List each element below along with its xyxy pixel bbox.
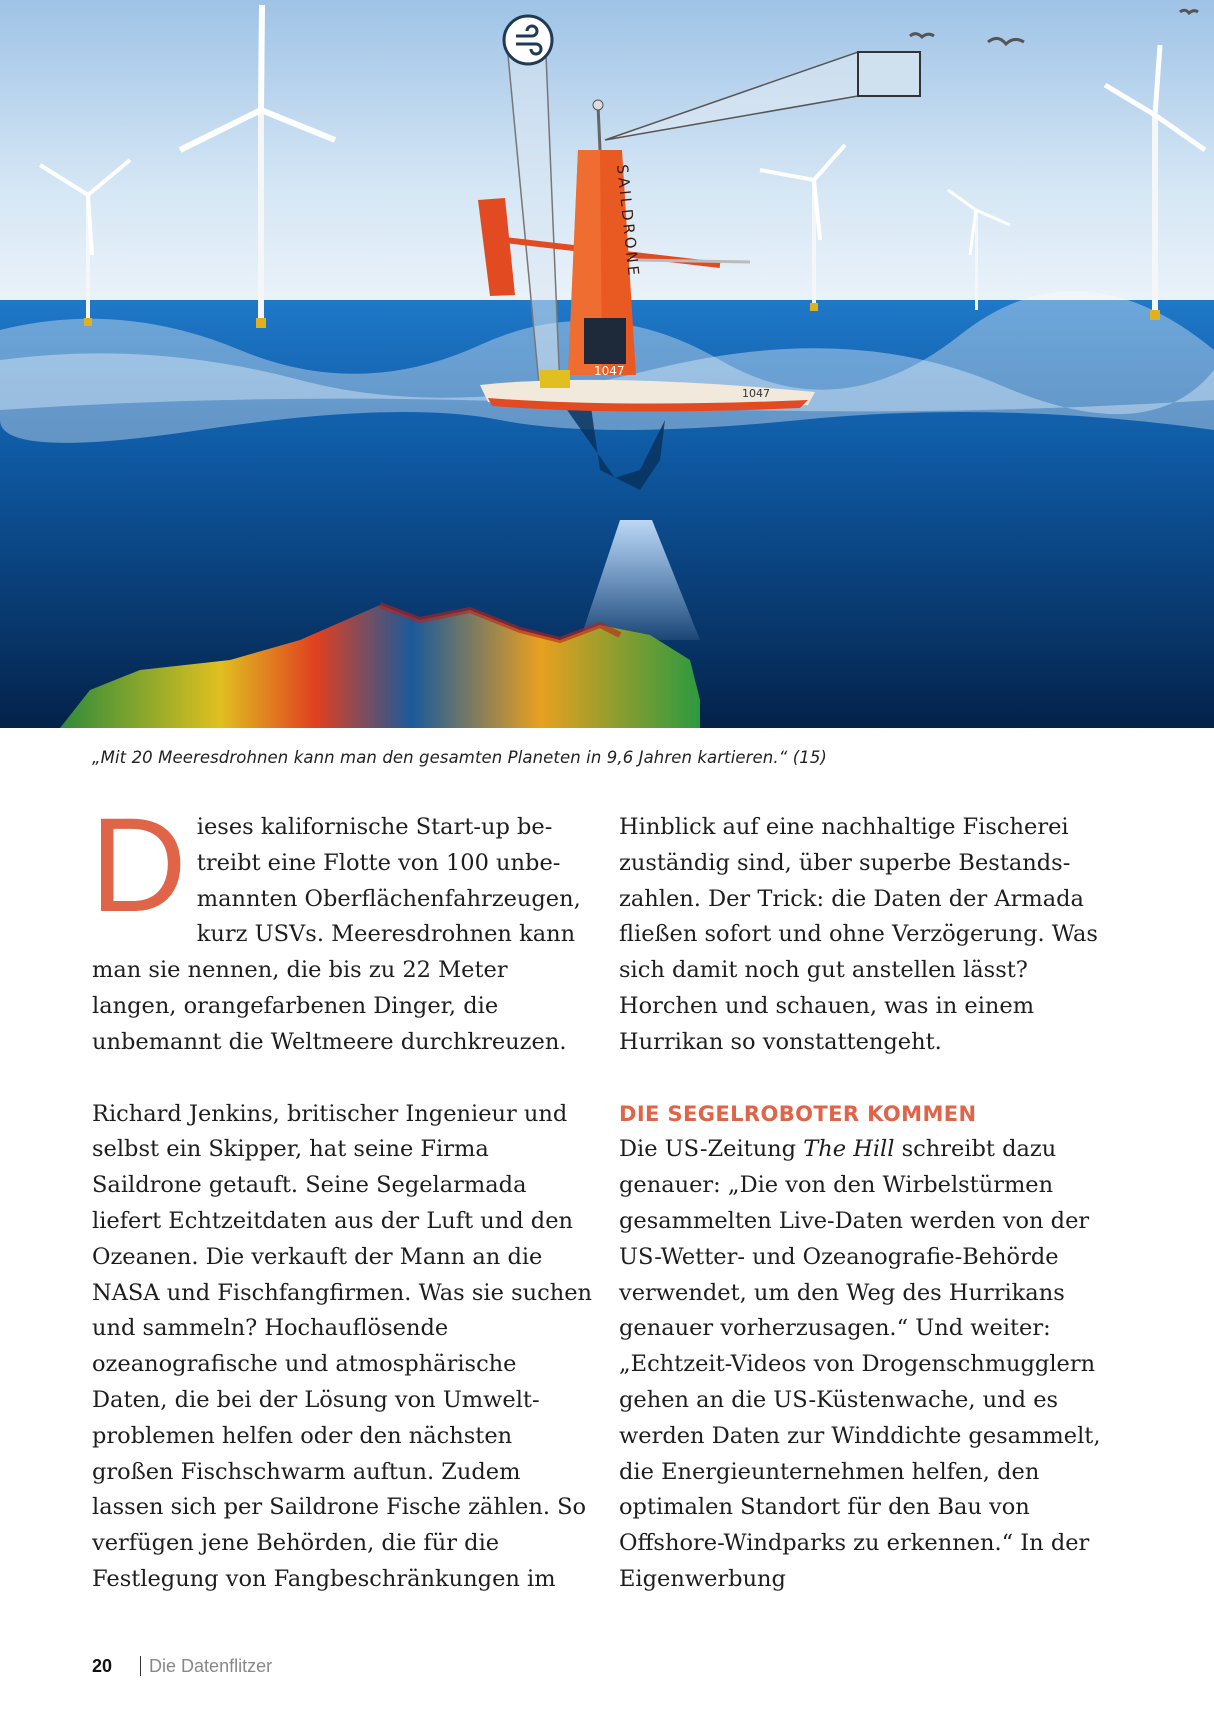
section-title: Die Datenflitzer — [149, 1656, 273, 1676]
saildrone-illustration — [0, 0, 1214, 728]
svg-text:1047: 1047 — [742, 387, 770, 400]
intro-text: ieses kalifornische Start-up betreibt eine Flotte von 100 unbemannten Oberflächenfahrzeugen, kurz USVs. Meeresdrohnen kann man sie nennen, die bis zu 22 Meter langen, orangefarbenen Dinger, die unbemannt die Weltmeere durchkreuzen. — [92, 814, 581, 1055]
hero-illustration — [0, 0, 1214, 728]
page-footer — [92, 1656, 272, 1677]
footer-divider — [140, 1656, 141, 1676]
page-number: 20 — [92, 1656, 113, 1676]
publication-name: The Hill — [803, 1136, 895, 1163]
paragraph-jenkins: Richard Jenkins, britischer Ingenieur und selbst ein Skipper, hat seine Firma Saildrone getauft. Seine Segelarmada liefert Echtzeitdaten aus der Luft und den Ozeanen. Die verkauft der Mann an die NASA und Fischfangfirmen. Was sie suchen und sammeln? Hochauflösende ozeanografische und atmosphärische Daten, die bei der Lösung von Umweltproblemen helfen oder den nächsten großen Fischschwarm auftun. Zudem lassen sich per Saildrone Fische zählen. So verfügen jene Behörden, die für die Festlegung von Fangbeschränkungen im — [92, 1100, 593, 1592]
image-caption: „Mit 20 Meeresdrohnen kann man den gesamten Planeten in 9,6 Jahren kartieren.“ (15) — [92, 748, 827, 767]
wind-sensor-icon — [504, 16, 552, 64]
svg-text:SAILDRONE: SAILDRONE — [613, 163, 643, 280]
section-heading: DIE SEGELROBOTER KOMMEN — [619, 1101, 977, 1126]
paragraph-continuation: Hinblick auf eine nachhaltige Fischerei zuständig sind, über superbe Bestandszahlen. Der Trick: die Daten der Armada fließen sofort und ohne Verzögerung. Was sich damit noch gut anstellen lässt? Horchen und schauen, was in einem Hurrikan so vonstattengeht. — [619, 814, 1098, 1055]
paragraph-the-hill: Die US-Zeitung The Hill schreibt dazu genauer: „Die von den Wirbelstürmen gesammelten Live-Daten werden von der US-Wetter- und Ozeanografie-Behörde verwendet, um den Weg des Hurrikans genauer vorherzusagen.“ Und weiter: „Echtzeit-Videos von Drogenschmugglern gehen an die US-Küstenwache, und es werden Daten zur Winddichte gesammelt, die Energieunternehmen helfen, den optimalen Standort für den Bau von Offshore-Windparks zu erkennen.“ In der Eigenwerbung — [619, 1136, 1101, 1592]
drop-cap: D — [90, 791, 187, 940]
right-column — [619, 810, 1129, 1598]
left-column — [90, 791, 593, 1598]
paragraph-intro — [90, 791, 592, 1061]
svg-text:1047: 1047 — [594, 364, 625, 378]
